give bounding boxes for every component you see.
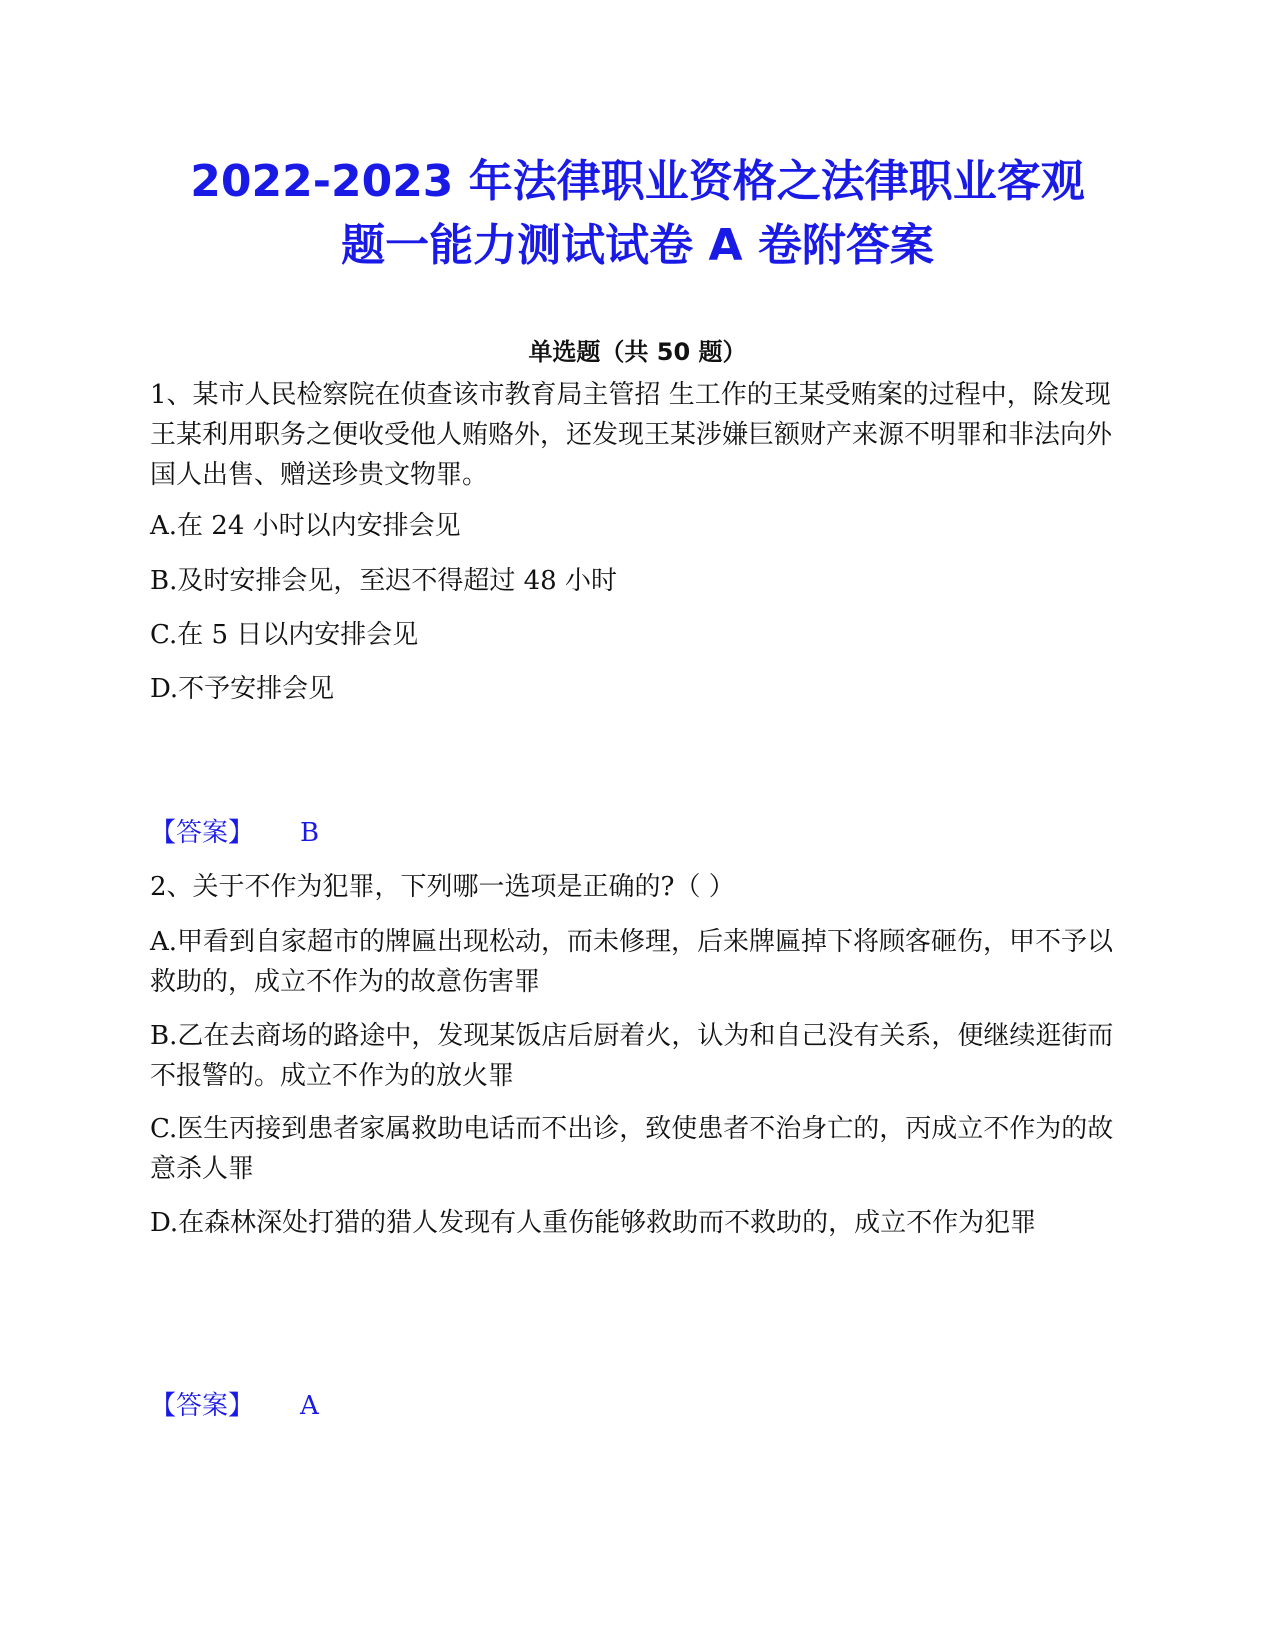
- question-1-option-b: B.及时安排会见，至迟不得超过 48 小时: [150, 566, 617, 596]
- answer-tag: 【答案】: [150, 1391, 255, 1421]
- question-1-option-d: D.不予安排会见: [150, 674, 335, 704]
- question-2-option-c: C.医生丙接到患者家属救助电话而不出诊，致使患者不治身亡的，丙成立不作为的故意杀人罪: [150, 1114, 1114, 1184]
- question-2-stem: 2、关于不作为犯罪，下列哪一选项是正确的?（ ）: [150, 872, 735, 902]
- question-2-option-b: B.乙在去商场的路途中，发现某饭店后厨着火，认为和自己没有关系，便继续逛街而不报警的。成立不作为的放火罪: [150, 1021, 1114, 1091]
- section-heading: 单选题（共 50 题）: [528, 338, 747, 366]
- answer-value: A: [300, 1391, 319, 1421]
- document-title: [150, 150, 1125, 278]
- question-2-answer: [150, 1386, 319, 1426]
- answer-value: B: [300, 818, 320, 848]
- question-2-option-a: A.甲看到自家超市的牌匾出现松动，而未修理，后来牌匾掉下将顾客砸伤，甲不予以救助的，成立不作为的故意伤害罪: [150, 927, 1114, 997]
- question-1-option-a: A.在 24 小时以内安排会见: [150, 511, 461, 541]
- question-1-answer: [150, 813, 319, 853]
- answer-tag: 【答案】: [150, 818, 255, 848]
- title-line-2: 题一能力测试试卷 A 卷附答案: [341, 220, 934, 271]
- title-line-1: 2022-2023 年法律职业资格之法律职业客观: [190, 156, 1085, 207]
- question-1-option-c: C.在 5 日以内安排会见: [150, 620, 419, 650]
- question-2-option-d: D.在森林深处打猎的猎人发现有人重伤能够救助而不救助的，成立不作为犯罪: [150, 1208, 1037, 1238]
- question-1-stem: 1、某市人民检察院在侦查该市教育局主管招 生工作的王某受贿案的过程中，除发现王某利用职务之便收受他人贿赂外，还发现王某涉嫌巨额财产来源不明罪和非法向外国人出售、赠送珍贵文物罪。: [150, 380, 1113, 490]
